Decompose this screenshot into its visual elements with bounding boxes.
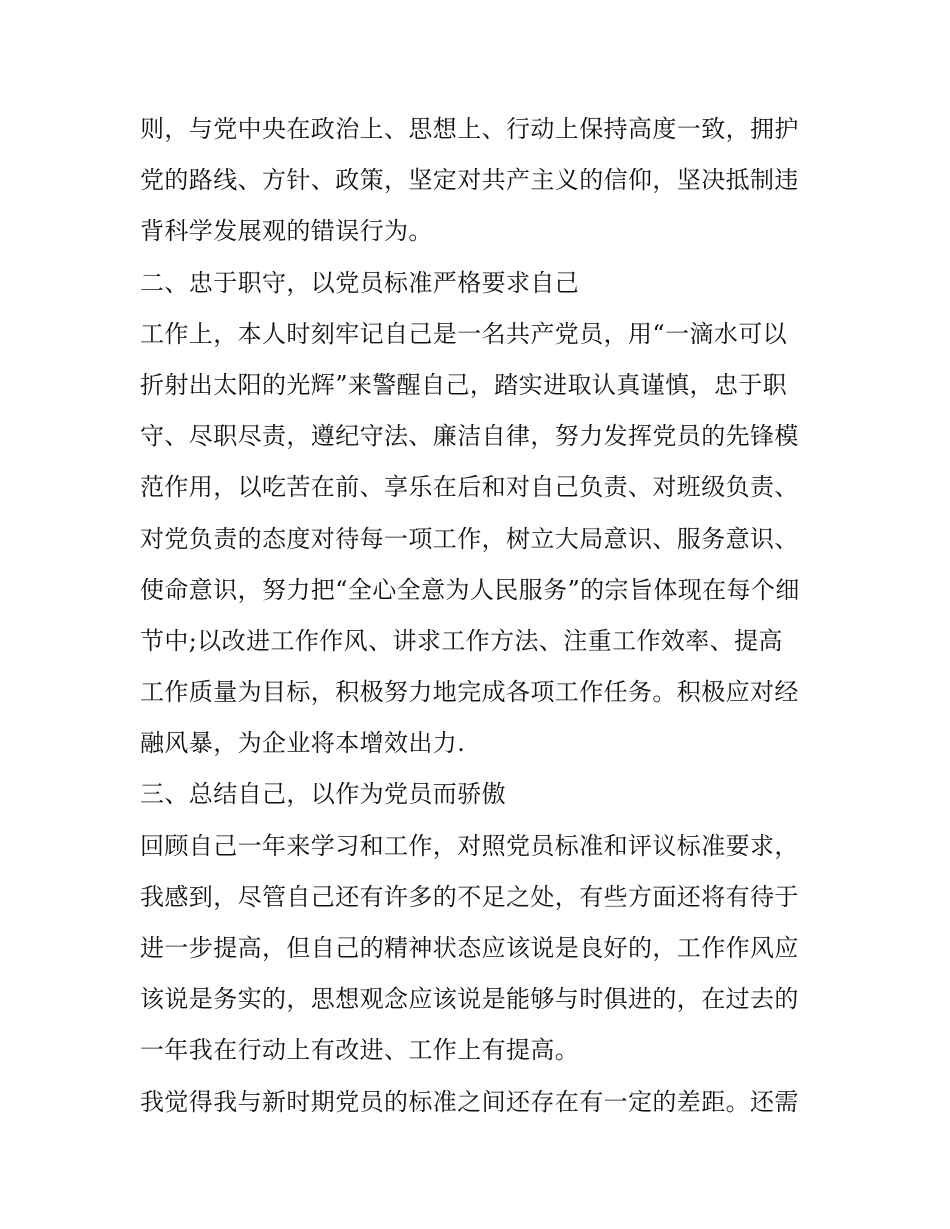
text-line: 我感到，尽管自己还有许多的不足之处，有些方面还将有待于 bbox=[140, 882, 799, 911]
text-line: 守、尽职尽责，遵纪守法、廉洁自律，努力发挥党员的先锋模 bbox=[140, 422, 799, 451]
text-line: 融风暴，为企业将本增效出力. bbox=[140, 729, 466, 758]
text-line: 背科学发展观的错误行为。 bbox=[140, 217, 433, 246]
text-line: 党的路线、方针、政策，坚定对共产主义的信仰，坚决抵制违 bbox=[140, 166, 799, 195]
section-heading: 三、总结自己，以作为党员而骄傲 bbox=[140, 780, 506, 809]
text-line: 一年我在行动上有改进、工作上有提高。 bbox=[140, 1036, 580, 1065]
text-line: 我觉得我与新时期党员的标准之间还存在有一定的差距。还需 bbox=[140, 1087, 799, 1116]
text-line: 对党负责的态度对待每一项工作，树立大局意识、服务意识、 bbox=[140, 524, 799, 553]
text-line: 范作用，以吃苦在前、享乐在后和对自己负责、对班级负责、 bbox=[140, 473, 799, 502]
text-line: 折射出太阳的光辉”来警醒自己，踏实进取认真谨慎，忠于职 bbox=[140, 370, 788, 399]
text-line: 则，与党中央在政治上、思想上、行动上保持高度一致，拥护 bbox=[140, 115, 799, 143]
section-heading: 二、忠于职守，以党员标准严格要求自己 bbox=[140, 268, 580, 297]
text-line: 工作质量为目标，积极努力地完成各项工作任务。积极应对经 bbox=[140, 678, 799, 707]
document-body bbox=[140, 104, 820, 1128]
text-line: 使命意识，努力把“全心全意为人民服务”的宗旨体现在每个细 bbox=[140, 575, 800, 604]
text-line: 回顾自己一年来学习和工作，对照党员标准和评议标准要求， bbox=[140, 831, 799, 860]
text-line: 工作上，本人时刻牢记自己是一名共产党员，用“一滴水可以 bbox=[140, 319, 788, 348]
text-line: 进一步提高，但自己的精神状态应该说是良好的，工作作风应 bbox=[140, 934, 799, 962]
text-line: 该说是务实的，思想观念应该说是能够与时俱进的，在过去的 bbox=[140, 985, 799, 1014]
text-line: 节中;以改进工作作风、讲求工作方法、注重工作效率、提高 bbox=[140, 626, 783, 655]
